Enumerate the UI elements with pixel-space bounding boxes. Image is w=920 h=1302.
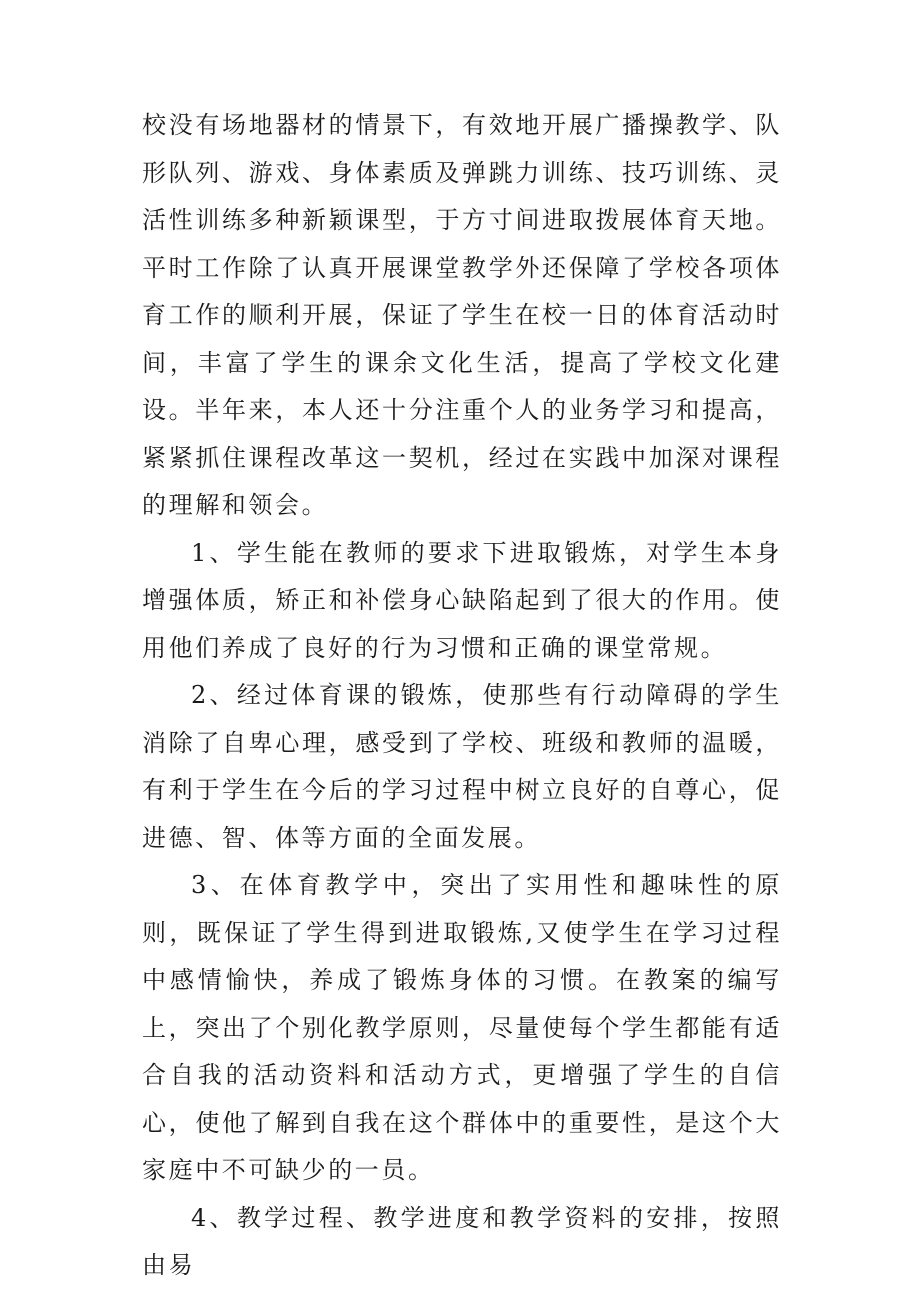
paragraph-continuation: 校没有场地器材的情景下，有效地开展广播操教学、队形队列、游戏、身体素质及弹跳力训练、技巧训练、灵活性训练多种新颖课型，于方寸间进取拨展体育天地。平时工作除了认真开展课堂教学外还保障了学校各项体育工作的顺利开展，保证了学生在校一日的体育活动时间，丰富了学生的课余文化生活，提高了学校文化建设。半年来，本人还十分注重个人的业务学习和提高，紧紧抓住课程改革这一契机，经过在实践中加深对课程的理解和领会。: [142, 111, 782, 519]
paragraph-item-2: 2、经过体育课的锻炼，使那些有行动障碍的学生消除了自卑心理，感受到了学校、班级和教师的温暖，有利于学生在今后的学习过程中树立良好的自尊心，促进德、智、体等方面的全面发展。: [142, 681, 782, 852]
paragraph-item-4: 4、教学过程、教学进度和教学资料的安排，按照由易: [142, 1203, 782, 1279]
paragraph-item-3: 3、在体育教学中，突出了实用性和趣味性的原则，既保证了学生得到进取锻炼,又使学生在学习过程中感情愉快，养成了锻炼身体的习惯。在教案的编写上，突出了个别化教学原则，尽量使每个学生都能有适合自我的活动资料和活动方式，更增强了学生的自信心，使他了解到自我在这个群体中的重要性，是这个大家庭中不可缺少的一员。: [142, 871, 782, 1184]
document-body: [142, 102, 782, 1290]
paragraph-item-1: 1、学生能在教师的要求下进取锻炼，对学生本身增强体质，矫正和补偿身心缺陷起到了很大的作用。使用他们养成了良好的行为习惯和正确的课堂常规。: [142, 538, 782, 662]
